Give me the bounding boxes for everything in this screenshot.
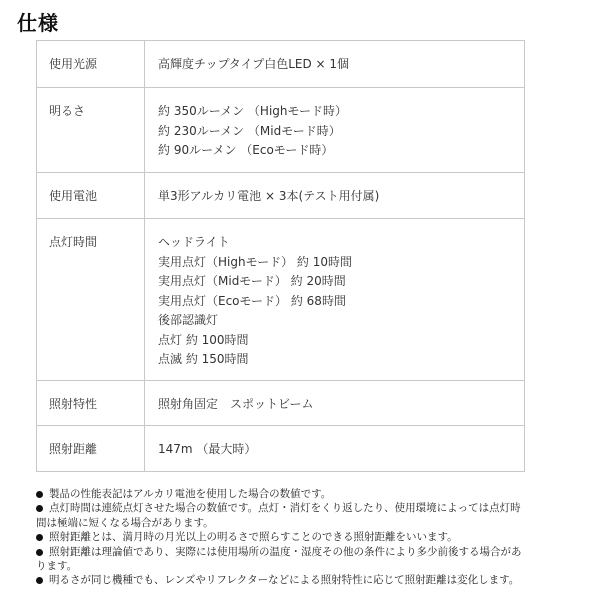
note-text: 点灯時間は連続点灯させた場合の数値です。点灯・消灯をくり返したり、使用環境によっては点灯時	[49, 502, 521, 515]
spec-value-line: 照射角固定 スポットビーム	[158, 397, 314, 411]
spec-value-line: 約 90ルーメン （Ecoモード時）	[158, 143, 334, 157]
spec-value-line: 実用点灯（Highモード） 約 10時間	[158, 254, 352, 269]
table-row	[37, 219, 525, 381]
spec-value-line: 実用点灯（Midモード） 約 20時間	[158, 274, 346, 288]
spec-value-line: 実用点灯（Ecoモード） 約 68時間	[158, 293, 346, 308]
spec-value-line: 147m （最大時）	[158, 442, 257, 456]
spec-value	[145, 173, 525, 219]
spec-value	[145, 219, 525, 381]
table-row	[37, 426, 525, 472]
note-text: ります。	[36, 560, 78, 573]
spec-label: 照射距離	[37, 426, 145, 472]
note-item	[36, 530, 526, 544]
note-text: 製品の性能表記はアルカリ電池を使用した場合の数値です。	[49, 488, 332, 500]
spec-value-line: 単3形アルカリ電池 × 3本(テスト用付属)	[158, 189, 380, 203]
note-text: 照射距離とは、満月時の月光以上の明るさで照らすことのできる照射距離をいいます。	[49, 531, 458, 544]
bullet-icon	[36, 549, 43, 556]
note-item	[36, 487, 526, 501]
spec-value-line: 高輝度チップタイプ白色LED × 1個	[158, 57, 350, 71]
spec-table	[36, 40, 525, 472]
spec-value-line: ヘッドライト	[158, 235, 230, 249]
spec-label: 点灯時間	[37, 219, 145, 381]
bullet-icon	[36, 534, 43, 541]
spec-label: 照射特性	[37, 381, 145, 426]
note-text: 照射距離は理論値であり、実際には使用場所の温度・湿度その他の条件により多少前後する場合があ	[49, 545, 522, 558]
spec-value-line: 後部認識灯	[158, 313, 219, 327]
spec-value-line: 点灯 約 100時間	[158, 332, 249, 347]
spec-value	[145, 381, 525, 426]
spec-value	[145, 426, 525, 472]
page-title: 仕様	[17, 11, 59, 35]
spec-value-line: 約 230ルーメン （Midモード時）	[158, 123, 341, 138]
spec-value-line: 約 350ルーメン （Highモード時）	[158, 104, 348, 118]
spec-label: 使用電池	[37, 173, 145, 219]
table-row	[37, 88, 525, 173]
spec-label: 明るさ	[37, 88, 145, 173]
bullet-icon	[36, 577, 43, 584]
notes-list	[36, 487, 526, 588]
note-item	[36, 501, 526, 530]
spec-value	[145, 88, 525, 173]
spec-value	[145, 41, 525, 88]
note-text: 間は極端に短くなる場合があります。	[36, 516, 214, 529]
table-row	[37, 173, 525, 219]
note-item	[36, 573, 526, 587]
table-row	[37, 41, 525, 88]
note-item	[36, 545, 526, 574]
spec-value-line: 点滅 約 150時間	[158, 352, 249, 366]
bullet-icon	[36, 505, 43, 512]
spec-label: 使用光源	[37, 41, 145, 88]
bullet-icon	[36, 491, 43, 498]
note-text: 明るさが同じ機種でも、レンズやリフレクターなどによる照射特性に応じて照射距離は変化します。	[49, 574, 520, 587]
table-row	[37, 381, 525, 426]
